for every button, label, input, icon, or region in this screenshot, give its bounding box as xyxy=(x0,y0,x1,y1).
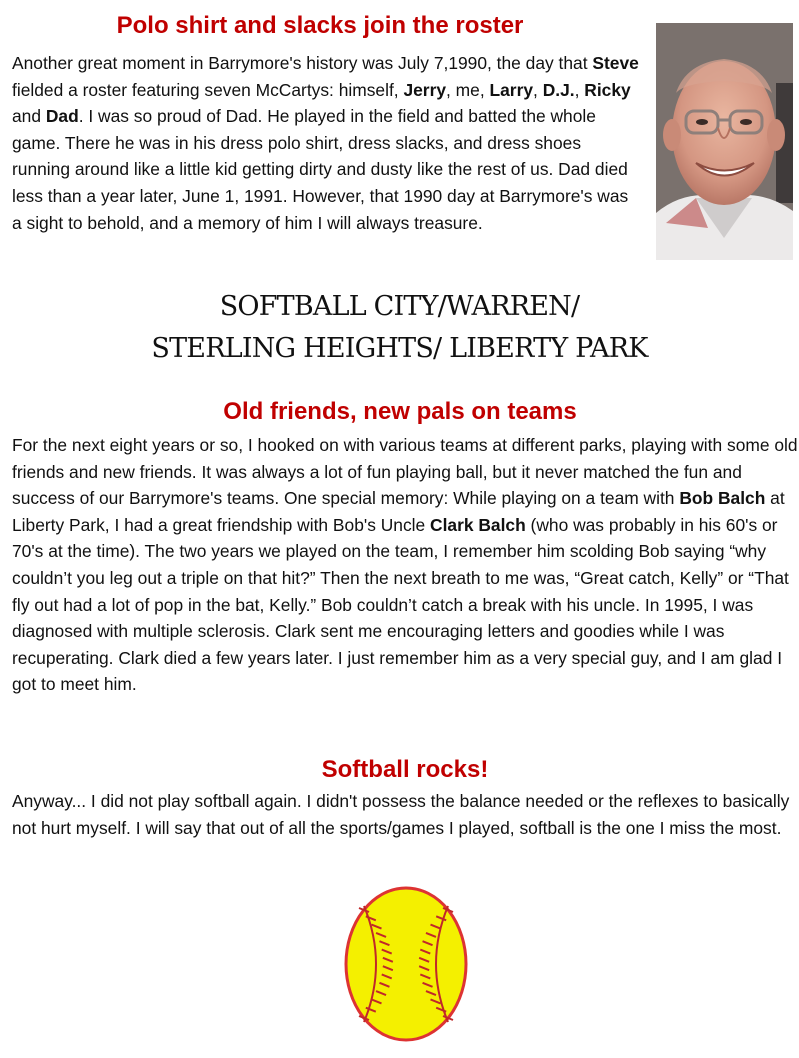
bold-name: Ricky xyxy=(584,79,631,100)
text-run: and xyxy=(12,106,46,127)
text-run: (who was probably in his 60's or 70's at the time). The two years we played on the team, I remember him scolding Bob saying “why couldn’t you leg out a triple on that hit?” Then the next breath to me was, “Great catch, Kelly” or “That fly out had a lot of pop in the bat, Kelly.” Bob couldn’t catch a break with his uncle. In 1995, I was diagnosed with multiple sclerosis. Clark sent me encouraging letters and goodies while I was recuperating. Clark died a few years later. I just remember him as a very special guy, and I am glad I got to meet him. xyxy=(12,514,789,695)
text-run: fielded a roster featuring seven McCartys: himself, xyxy=(12,79,404,100)
bold-name: Steve xyxy=(592,53,639,73)
bold-name: Clark Balch xyxy=(430,514,526,535)
text-run: , me, xyxy=(446,79,490,100)
text-run: . I was so proud of Dad. He played in the field and batted the whole game. There he was in his dress polo shirt, dress slacks, and dress shoes running around like a little kid getting dirty and dusty like the rest of us. Dad died less than a year later, June 1, 1991. However, that 1990 day at Barrymore's was a sight to behold, and a memory of him I will always treasure. xyxy=(12,106,629,233)
chapter-title-line-1: SOFTBALL CITY/WARREN/ xyxy=(219,291,580,322)
bold-name: Dad xyxy=(45,106,79,127)
section-heading-polo-shirt: Polo shirt and slacks join the roster xyxy=(116,12,524,39)
text-run: Another great moment in Barrymore's history was July 7,1990, the day that xyxy=(12,53,593,73)
bold-name: Bob Balch xyxy=(679,488,766,509)
paragraph-polo-shirt xyxy=(12,50,642,236)
text-run: , xyxy=(533,79,543,100)
section-heading-softball-rocks: Softball rocks! xyxy=(321,756,489,783)
portrait-photo-dad xyxy=(656,23,793,260)
bold-name: Jerry xyxy=(403,79,447,100)
text-run: Anyway... I did not play softball again. I didn't possess the balance needed or the reflexes to basically not hurt myself. I will say that out of all the sports/games I played, softball is the one I miss the most. xyxy=(12,791,790,838)
paragraph-old-friends xyxy=(12,432,798,698)
bold-name: D.J. xyxy=(542,79,575,100)
softball-icon xyxy=(342,884,470,1044)
text-run: at Liberty Park, I had a great friendship with Bob's Uncle xyxy=(12,488,785,535)
text-run: , xyxy=(574,79,585,100)
bold-name: Larry xyxy=(489,79,534,100)
text-run: For the next eight years or so, I hooked on with various teams at different parks, playing with some old friends and new friends. It was always a lot of fun playing ball, but it never matched the fun and success of our Barrymore's teams. One special memory: While playing on a team with xyxy=(12,435,798,509)
chapter-title-line-2: STERLING HEIGHTS/ LIBERTY PARK xyxy=(151,333,648,364)
section-heading-old-friends: Old friends, new pals on teams xyxy=(223,398,577,425)
paragraph-softball-rocks xyxy=(12,788,798,841)
chapter-title xyxy=(0,286,799,370)
